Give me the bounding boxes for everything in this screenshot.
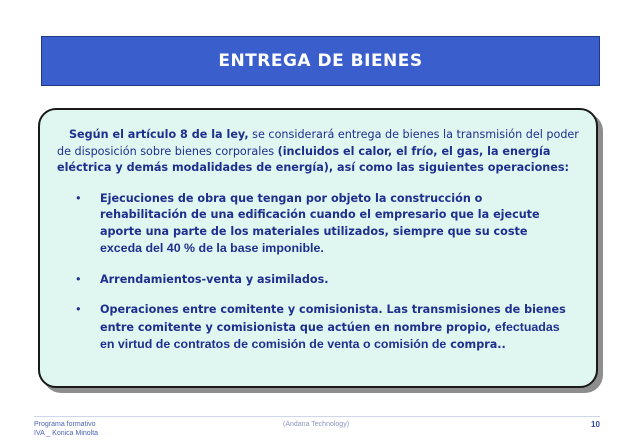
intro-text: se considerará entrega de bienes la transmisión del poder de disposición sobre bienes corporales xyxy=(57,128,579,158)
page-title: ENTREGA DE BIENES xyxy=(218,51,423,71)
list-item xyxy=(57,272,582,289)
footer-credit: (Andana Technology) xyxy=(283,421,350,428)
page-number: 10 xyxy=(591,420,600,429)
bullet-tail: compra.. xyxy=(446,338,506,351)
bullet-icon: • xyxy=(75,272,82,286)
intro-lead: Según el artículo 8 de la ley, xyxy=(69,128,249,141)
footer-program xyxy=(34,420,98,438)
footer-program-name: Programa formativo xyxy=(34,421,96,428)
footer-course-name: IVA _ Konica Minolta xyxy=(34,430,99,437)
intro-bold: (incluidos el calor, el frío, el gas, la energía eléctrica y demás modalidades de energía), así como las siguientes operaciones: xyxy=(57,144,569,174)
list-item xyxy=(57,191,582,258)
title-banner xyxy=(41,36,600,86)
bullet-text: Ejecuciones de obra que tengan por objeto la construcción o rehabilitación de una edificación cuando el empresario que la ejecute aporte una parte de los materiales utilizados, siempre que su coste xyxy=(100,191,540,238)
bullet-emphasis: exceda del 40 % de la base imponible. xyxy=(100,241,324,255)
intro-paragraph xyxy=(57,127,582,177)
bullet-text: Operaciones entre comitente y comisionista. Las transmisiones de bienes entre comitente y comisionista que actúen en nombre propio, xyxy=(100,303,566,334)
bullet-icon: • xyxy=(75,191,82,205)
footer-divider xyxy=(34,416,600,417)
bullet-icon: • xyxy=(75,303,82,316)
content-box xyxy=(38,108,598,388)
bullet-emphasis: efectuadas en virtud de contratos de comisión de venta o comisión de xyxy=(100,319,560,351)
list-item xyxy=(57,302,582,354)
bullet-list xyxy=(57,191,582,354)
bullet-text: Arrendamientos-venta y asimilados. xyxy=(100,272,329,286)
